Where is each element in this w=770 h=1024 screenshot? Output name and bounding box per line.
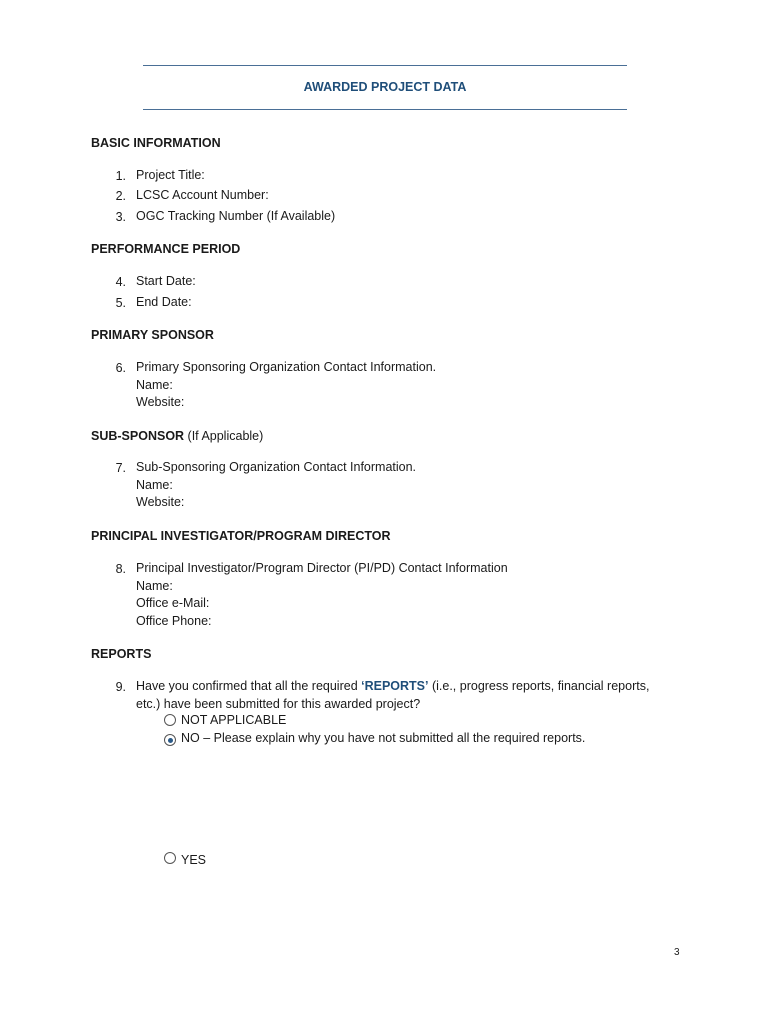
section-heading-basic: BASIC INFORMATION	[91, 136, 221, 150]
ogc-tracking-label: OGC Tracking Number (If Available)	[136, 209, 336, 223]
primary-sponsor-info	[136, 359, 436, 412]
pi-name-label: Name:	[136, 578, 173, 593]
end-date-label: End Date:	[136, 295, 192, 309]
section-heading-pi: PRINCIPAL INVESTIGATOR/PROGRAM DIRECTOR	[91, 529, 391, 543]
primary-sponsor-info-label: Primary Sponsoring Organization Contact Information.	[136, 360, 437, 374]
sub-sponsor-heading: SUB-SPONSOR	[91, 429, 185, 443]
item-number: 9.	[115, 680, 126, 694]
item-number: 8.	[115, 562, 126, 576]
item-number: 5.	[115, 296, 126, 310]
reports-question-line1	[136, 678, 649, 696]
top-rule	[143, 65, 627, 66]
radio-no-label: NO – Please explain why you have not submitted all the required reports.	[181, 731, 586, 745]
sub-sponsor-website-label: Website:	[136, 495, 185, 509]
radio-not-applicable[interactable]	[164, 714, 176, 726]
section-heading-primary-sponsor: PRIMARY SPONSOR	[91, 328, 214, 342]
section-heading-sub-sponsor	[91, 429, 263, 443]
page-number: 3	[674, 947, 680, 958]
reports-emphasis: ‘REPORTS’	[361, 679, 429, 693]
project-title-label: Project Title:	[136, 168, 205, 182]
pi-info-label: Principal Investigator/Program Director (PI/PD) Contact Information	[136, 561, 508, 575]
reports-question-text: Have you confirmed that all the required	[136, 679, 362, 693]
radio-no[interactable]	[164, 734, 176, 746]
item-number: 2.	[115, 189, 126, 203]
section-heading-reports: REPORTS	[91, 647, 152, 661]
pi-info	[136, 560, 508, 630]
section-heading-performance: PERFORMANCE PERIOD	[91, 242, 241, 256]
item-number: 4.	[115, 275, 126, 289]
item-number: 6.	[115, 361, 126, 375]
reports-question-text-cont: (i.e., progress reports, financial reports,	[428, 679, 650, 693]
sub-sponsor-info-label: Sub-Sponsoring Organization Contact Information.	[136, 460, 417, 474]
pi-phone-label: Office Phone:	[136, 613, 212, 628]
primary-sponsor-website-label: Website:	[136, 395, 185, 409]
sub-sponsor-heading-suffix: (If Applicable)	[184, 429, 264, 443]
item-number: 3.	[115, 210, 126, 224]
sub-sponsor-name-label: Name:	[136, 477, 173, 492]
account-number-label: LCSC Account Number:	[136, 188, 269, 202]
reports-question	[136, 678, 649, 713]
sub-sponsor-info	[136, 459, 416, 512]
radio-not-applicable-label: NOT APPLICABLE	[181, 713, 287, 727]
radio-yes[interactable]	[164, 852, 176, 864]
item-number: 1.	[115, 169, 126, 183]
pi-email-label: Office e-Mail:	[136, 596, 210, 610]
title-rule	[143, 109, 627, 110]
primary-sponsor-name-label: Name:	[136, 377, 173, 392]
radio-yes-label: YES	[181, 853, 207, 867]
page-title: AWARDED PROJECT DATA	[303, 80, 467, 94]
start-date-label: Start Date:	[136, 274, 196, 288]
item-number: 7.	[115, 461, 126, 475]
reports-question-line2: etc.) have been submitted for this awarded project?	[136, 696, 421, 711]
